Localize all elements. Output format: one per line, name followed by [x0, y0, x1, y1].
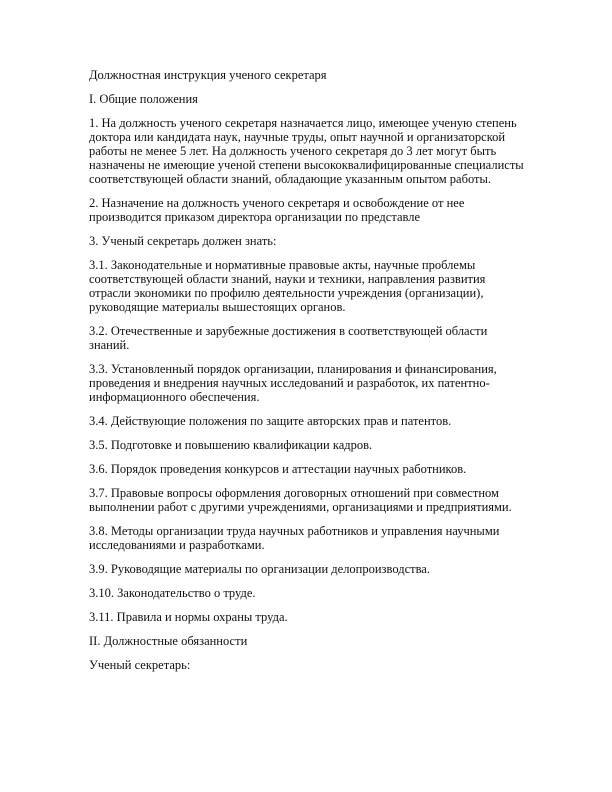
paragraph-duties-intro: Ученый секретарь: — [89, 658, 191, 672]
paragraph-3-3: 3.3. Установленный порядок организации, планирования и финансирования, проведения и внедрения научных исследований и разработок, их патентно-информационного обеспечения. — [89, 362, 497, 404]
paragraph-3: 3. Ученый секретарь должен знать: — [89, 234, 277, 248]
section-heading-duties: II. Должностные обязанности — [89, 634, 248, 648]
paragraph-3-7: 3.7. Правовые вопросы оформления договорных отношений при совместном выполнении работ с другими учреждениями, организациями и предприятиями. — [89, 486, 512, 514]
paragraph-3-1: 3.1. Законодательные и нормативные правовые акты, научные проблемы соответствующей области знаний, науки и техники, направления развития отрасли экономики по профилю деятельности учреждения (организации), руководящие материалы вышестоящих органов. — [89, 258, 486, 314]
paragraph-3-4: 3.4. Действующие положения по защите авторских прав и патентов. — [89, 414, 452, 428]
paragraph-3-10: 3.10. Законодательство о труде. — [89, 586, 256, 600]
paragraph-3-5: 3.5. Подготовке и повышению квалификации кадров. — [89, 438, 373, 452]
section-heading-general: I. Общие положения — [89, 92, 198, 106]
paragraph-3-6: 3.6. Порядок проведения конкурсов и аттестации научных работников. — [89, 462, 467, 476]
paragraph-3-8: 3.8. Методы организации труда научных работников и управления научными исследованиями и разработками. — [89, 524, 500, 552]
paragraph-3-11: 3.11. Правила и нормы охраны труда. — [89, 610, 288, 624]
paragraph-2: 2. Назначение на должность ученого секретаря и освобождение от нее производится приказом директора организации по представле — [89, 196, 465, 224]
paragraph-3-2: 3.2. Отечественные и зарубежные достижения в соответствующей области знаний. — [89, 324, 488, 352]
document-page — [89, 68, 524, 682]
paragraph-3-9: 3.9. Руководящие материалы по организации делопроизводства. — [89, 562, 430, 576]
paragraph-1: 1. На должность ученого секретаря назначается лицо, имеющее ученую степень доктора или кандидата наук, научные труды, опыт научной и организаторской работы не менее 5 лет. На должность ученого секретаря до 3 лет могут быть назначены не имеющие ученой степени высококвалифицированные специалисты соответствующей области знаний, обладающие указанным опытом работы. — [89, 116, 524, 186]
document-title: Должностная инструкция ученого секретаря — [89, 68, 327, 82]
